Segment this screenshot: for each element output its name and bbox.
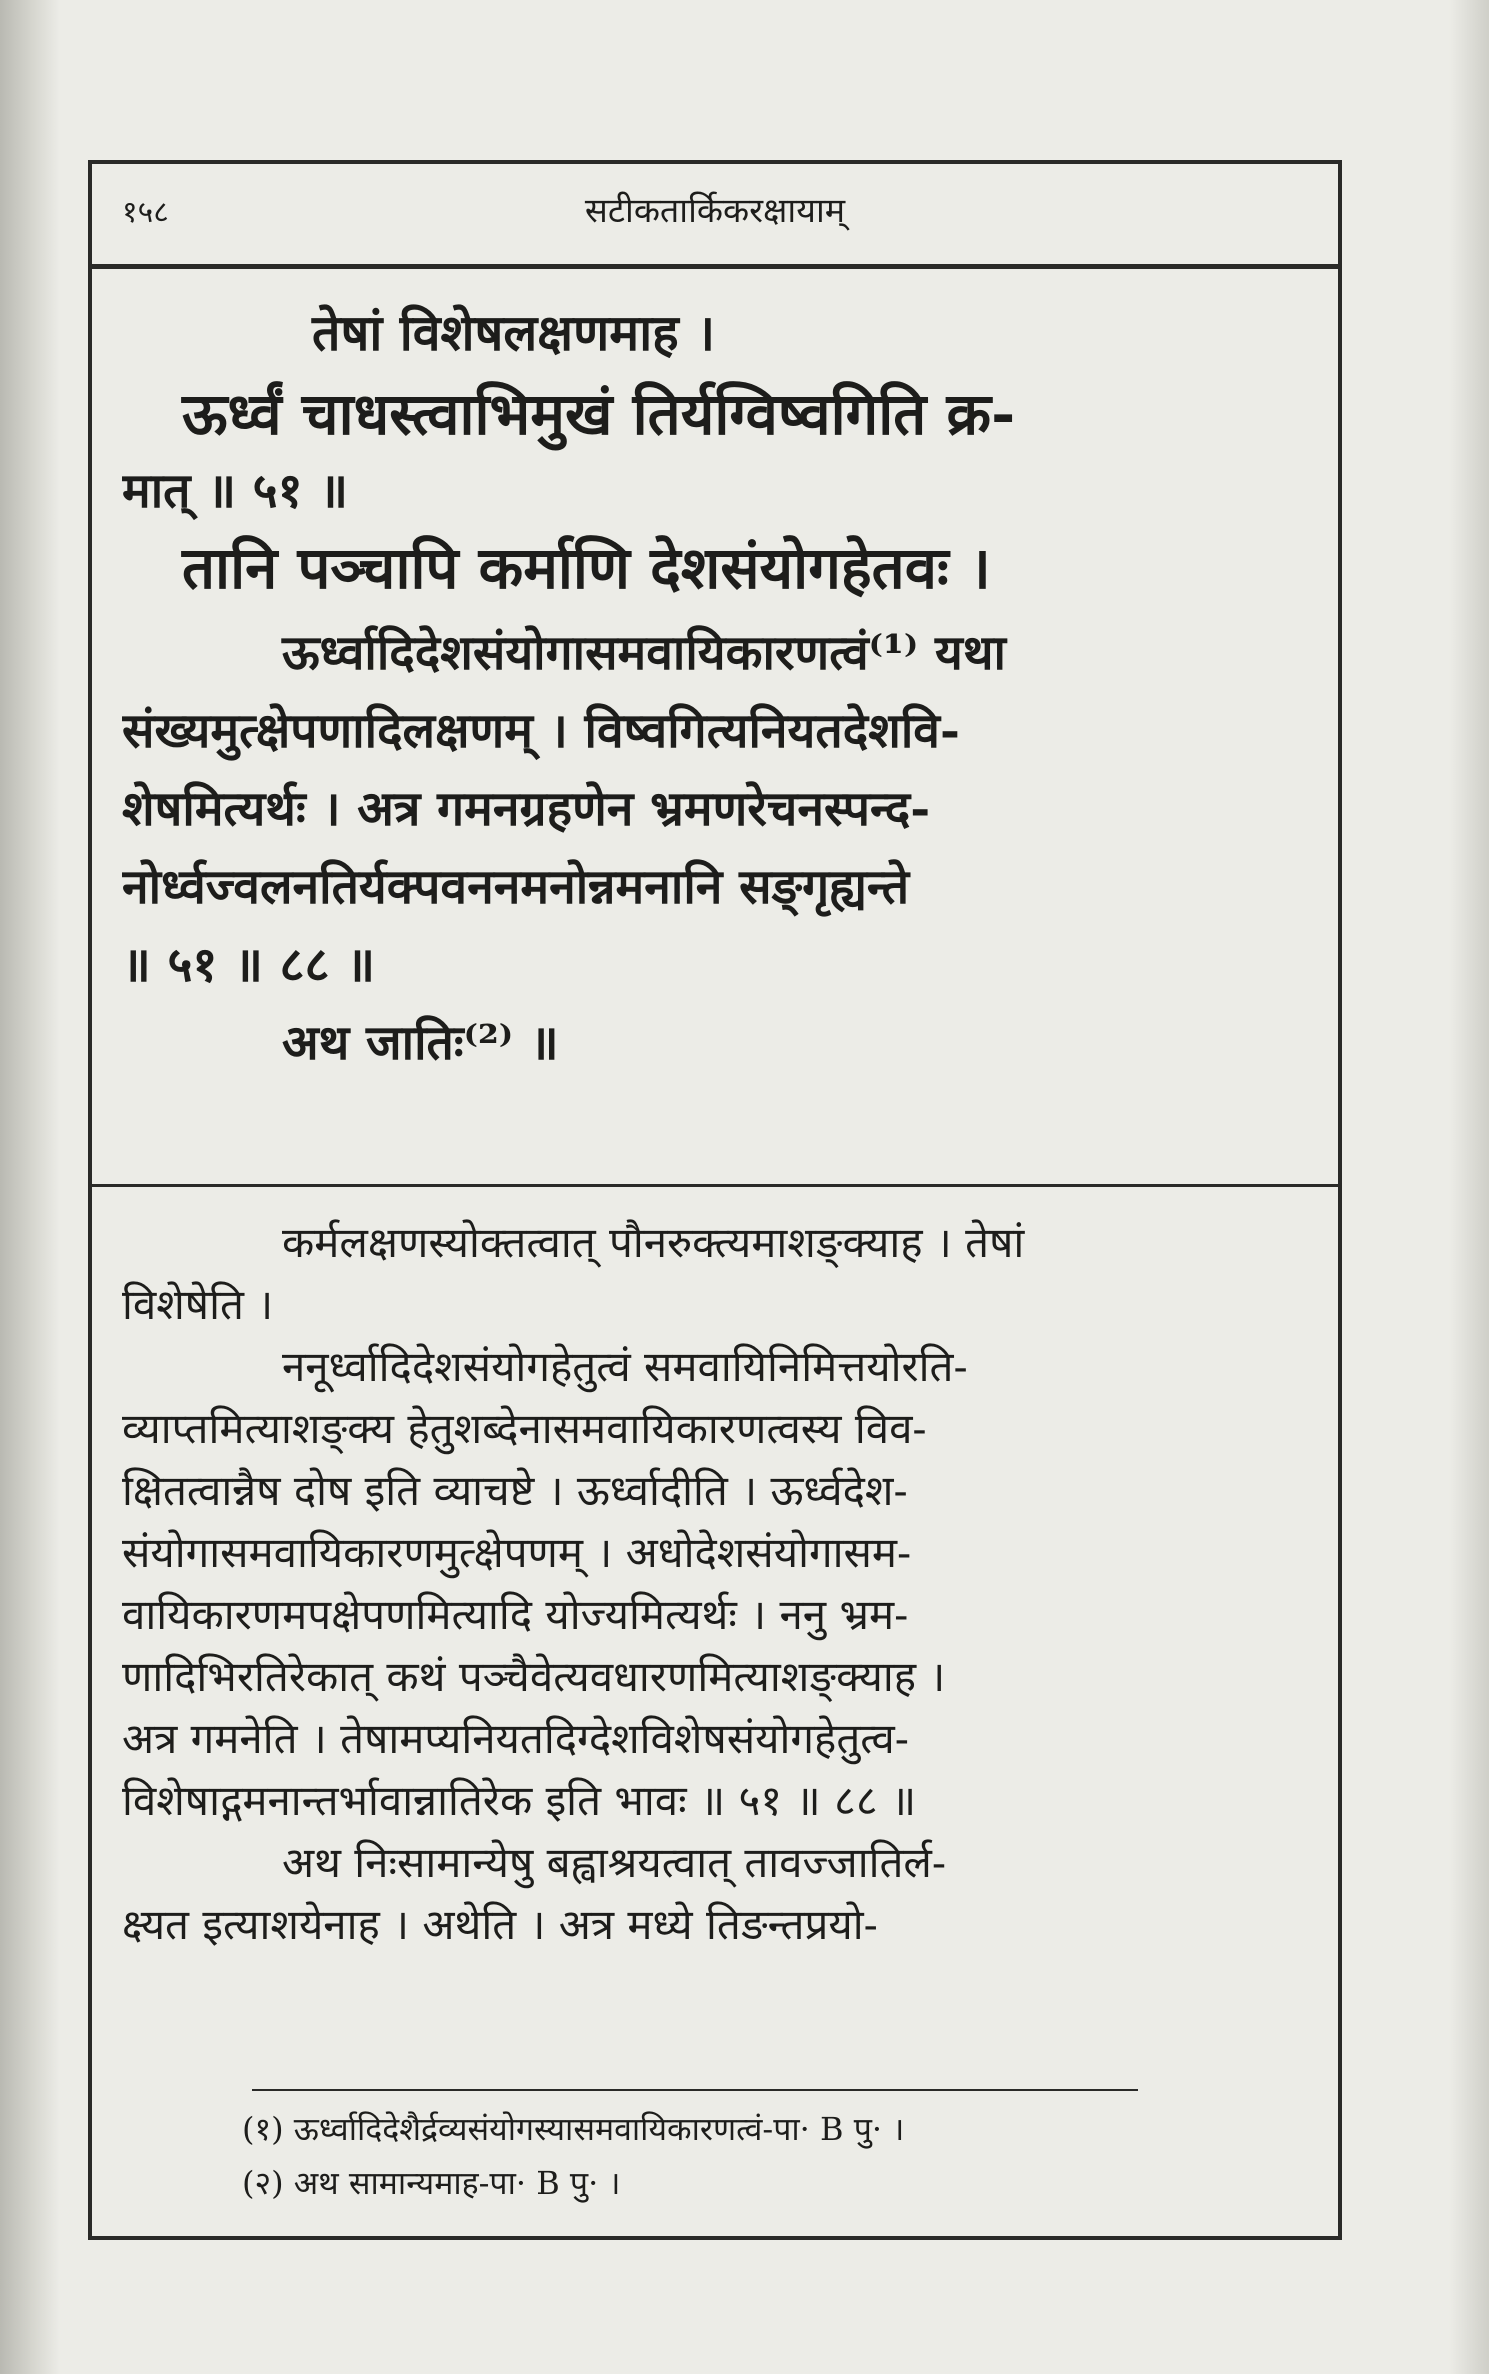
commentary-line: संयोगासमवायिकारणमुत्क्षेपणम् । अधोदेशसंयोगासम- — [122, 1528, 912, 1577]
footnote-rule — [252, 2089, 1138, 2091]
gloss-line: ॥ ५१ ॥ ८८ ॥ — [122, 937, 375, 993]
atha-line: अथ जातिः⁽²⁾ ॥ — [282, 1015, 559, 1071]
page-frame — [88, 160, 1342, 2240]
running-title: सटीकतार्किकरक्षायाम् — [584, 191, 846, 231]
intro-line: तेषां विशेषलक्षणमाह । — [312, 303, 716, 362]
commentary-line: क्ष्यत इत्याशयेनाह । अथेति । अत्र मध्ये तिङन्तप्रयो- — [122, 1900, 878, 1949]
paper-shadow-left — [0, 0, 60, 2374]
main-text — [122, 294, 1314, 1082]
commentary-line: क्षितत्वान्नैष दोष इति व्याचष्टे । ऊर्ध्वादीति । ऊर्ध्वदेश- — [122, 1466, 908, 1515]
commentary-line: णादिभिरतिरेकात् कथं पञ्चैवेत्यवधारणमित्याशङ्क्याह । — [122, 1652, 946, 1701]
paper-shadow-right — [1449, 0, 1489, 2374]
gloss-line: ऊर्ध्वादिदेशसंयोगासमवायिकारणत्वं⁽¹⁾ यथा — [282, 625, 1006, 681]
commentary-line: अथ निःसामान्येषु बह्वाश्रयत्वात् तावज्जातिर्ल- — [282, 1838, 947, 1887]
commentary-line: व्याप्तमित्याशङ्क्य हेतुशब्देनासमवायिकारणत्वस्य विव- — [122, 1404, 927, 1453]
commentary-line: विशेषेति । — [122, 1280, 274, 1329]
section-divider — [92, 1184, 1338, 1187]
gloss-line: नोर्ध्वज्वलनतिर्यक्पवननमनोन्नमनानि सङ्गृह्यन्ते — [122, 859, 910, 915]
commentary-line: वायिकारणमपक्षेपणमित्यादि योज्यमित्यर्थः । ननु भ्रम- — [122, 1590, 909, 1639]
karika-line-3: तानि पञ्चापि कर्माणि देशसंयोगहेतवः । — [182, 534, 991, 602]
gloss-line: संख्यमुत्क्षेपणादिलक्षणम् । विष्वगित्यनियतदेशवि- — [122, 703, 960, 759]
commentary-line: अत्र गमनेति । तेषामप्यनियतदिग्देशविशेषसंयोगहेतुत्व- — [122, 1714, 909, 1763]
gloss-line: शेषमित्यर्थः । अत्र गमनग्रहणेन भ्रमणरेचनस्पन्द- — [122, 781, 931, 837]
gloss-block — [122, 614, 1314, 1082]
page-number: १५८ — [122, 195, 169, 230]
karika-line-2: मात् ॥ ५१ ॥ — [122, 463, 349, 519]
footnote: (२) अथ सामान्यमाह-पा· B पु· । — [242, 2164, 621, 2202]
commentary-line: ननूर्ध्वादिदेशसंयोगहेतुत्वं समवायिनिमित्तयोरति- — [282, 1342, 968, 1391]
karika-line-1: ऊर्ध्वं चाधस्त्वाभिमुखं तिर्यग्विष्वगिति क्र- — [182, 380, 1016, 448]
running-head — [92, 164, 1338, 269]
commentary-block — [122, 1212, 1314, 1956]
commentary-line: कर्मलक्षणस्योक्तत्वात् पौनरुक्त्यमाशङ्क्याह । तेषां — [282, 1218, 1025, 1267]
commentary-line: विशेषाद्गमनान्तर्भावान्नातिरेक इति भावः ॥ ५१ ॥ ८८ ॥ — [122, 1776, 917, 1825]
footnote: (१) ऊर्ध्वादिदेशैर्द्रव्यसंयोगस्यासमवायिकारणत्वं-पा· B पु· । — [242, 2110, 905, 2148]
footnotes — [242, 2102, 1298, 2210]
